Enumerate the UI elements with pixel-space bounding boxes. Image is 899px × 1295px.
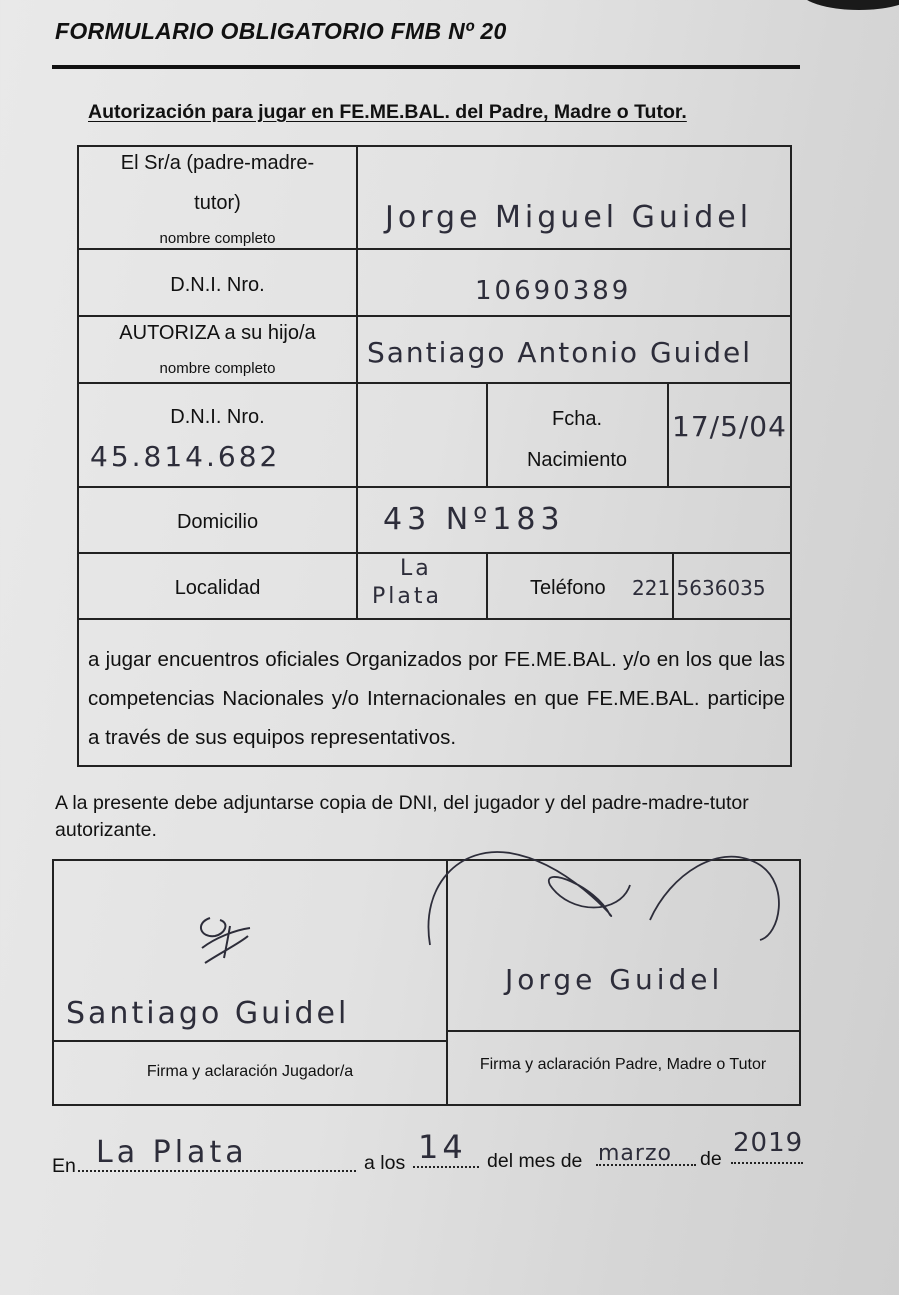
parent-dni-handwritten: 10690389 (475, 276, 632, 306)
child-dni-handwritten: 45.814.682 (90, 440, 281, 473)
city-handwritten-line1: La (400, 556, 432, 581)
sig-row-divider-left (52, 1040, 447, 1042)
phone-label: Teléfono (530, 577, 606, 599)
parent-signature-scribble (420, 845, 800, 955)
table-border-bottom (77, 765, 792, 767)
sig-border-bottom (52, 1104, 801, 1106)
phone-handwritten: 221 5636035 (632, 576, 766, 600)
player-signature-name: Santiago Guidel (66, 996, 350, 1031)
header-rule (52, 65, 800, 69)
child-label: AUTORIZA a su hijo/a (119, 322, 316, 344)
parent-label: El Sr/a (padre-madre- (120, 152, 315, 174)
table-border-top (77, 145, 791, 147)
parent-dni-label: D.N.I. Nro. (170, 274, 265, 296)
row-divider (77, 248, 791, 250)
player-signature-scribble (190, 908, 260, 978)
form-subtitle: Autorización para jugar en FE.ME.BAL. del Padre, Madre o Tutor. (88, 101, 687, 123)
row-divider (77, 552, 791, 554)
form-header: FORMULARIO OBLIGATORIO FMB Nº 20 (55, 18, 507, 44)
birth-label: Fcha. (551, 408, 603, 430)
footer-year-handwritten: 2019 (733, 1128, 804, 1158)
footer-de-label: de (700, 1148, 722, 1170)
city-handwritten-line2: Plata (372, 584, 442, 609)
col-divider (667, 382, 669, 486)
row-divider (77, 618, 791, 620)
footer-mes-label: del mes de (487, 1150, 583, 1172)
address-label: Domicilio (176, 511, 259, 533)
footer-en-label: En (52, 1155, 76, 1177)
row-divider (77, 382, 791, 384)
attachment-note: A la presente debe adjuntarse copia de DNI, del jugador y del padre-madre-tutor autorizante. (55, 792, 749, 841)
footer-a-los-label: a los (364, 1152, 406, 1174)
footer-day-handwritten: 14 (418, 1128, 467, 1166)
parent-label-hint: nombre completo (159, 230, 276, 247)
table-border-left (77, 145, 79, 767)
table-border-right (790, 145, 792, 767)
row-divider (77, 486, 791, 488)
sig-row-divider-right (446, 1030, 800, 1032)
birth-label-line2: Nacimiento (526, 449, 628, 471)
city-label: Localidad (174, 577, 261, 599)
child-dni-label: D.N.I. Nro. (170, 406, 265, 428)
parent-name-handwritten: Jorge Miguel Guidel (385, 200, 753, 235)
footer-place-handwritten: La Plata (96, 1135, 248, 1170)
footer-year-dots (731, 1162, 803, 1164)
address-handwritten: 43 Nº183 (383, 502, 565, 537)
child-name-handwritten: Santiago Antonio Guidel (367, 336, 752, 369)
child-label-hint: nombre completo (159, 360, 276, 377)
parent-signature-caption: Firma y aclaración Padre, Madre o Tutor (479, 1056, 767, 1073)
footer-month-handwritten: marzo (598, 1141, 672, 1166)
authorization-paragraph: a jugar encuentros oficiales Organizados por FE.ME.BAL. y/o en los que las competencias Nacionales y/o Internacionales en que FE.ME.BAL. participe a través de sus equipos representativos. (88, 648, 785, 749)
parent-signature-name: Jorge Guidel (505, 963, 724, 996)
col-divider (356, 145, 358, 619)
photo-corner-shadow (799, 0, 899, 10)
footer-day-dots (413, 1166, 479, 1168)
parent-label-line2: tutor) (194, 192, 241, 214)
player-signature-caption: Firma y aclaración Jugador/a (146, 1063, 354, 1080)
col-divider (486, 552, 488, 619)
footer-place-dots (78, 1170, 356, 1172)
row-divider (77, 315, 791, 317)
birth-date-handwritten: 17/5/04 (672, 410, 787, 443)
